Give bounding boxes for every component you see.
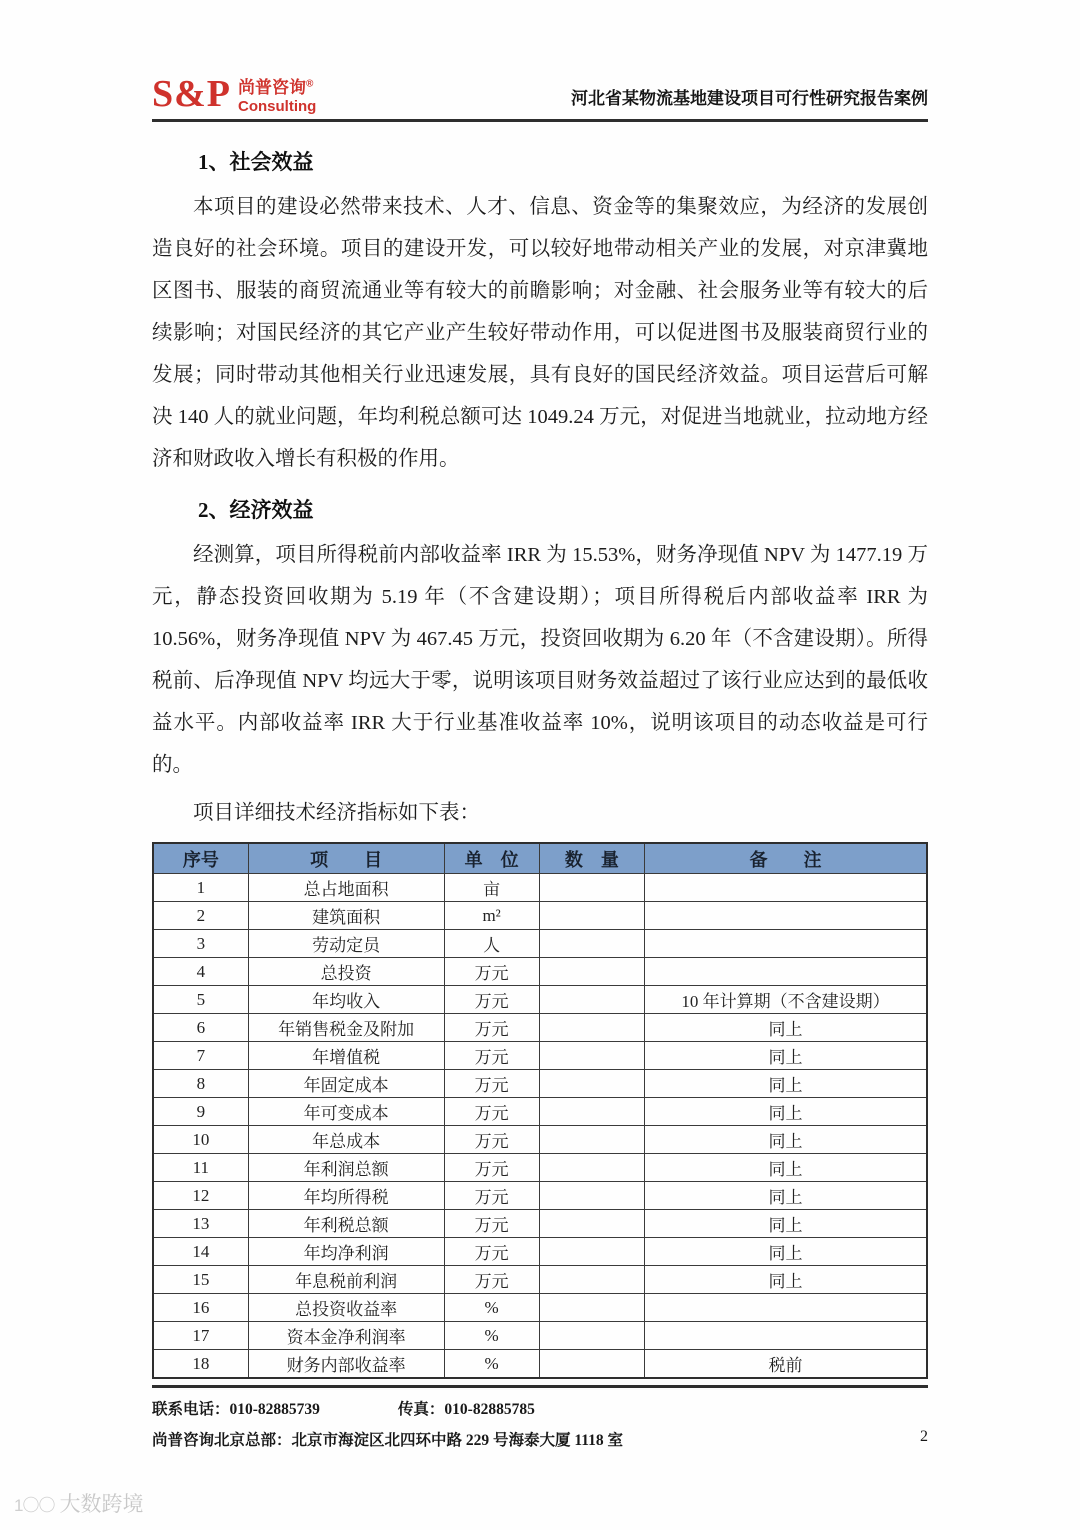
cell-unit: 人 bbox=[444, 930, 539, 958]
cell-item: 年均收入 bbox=[248, 986, 444, 1014]
table-row bbox=[153, 1070, 927, 1098]
cell-item: 年固定成本 bbox=[248, 1070, 444, 1098]
cell-item: 财务内部收益率 bbox=[248, 1350, 444, 1379]
cell-qty bbox=[539, 1182, 644, 1210]
cell-qty bbox=[539, 1266, 644, 1294]
cell-item: 年增值税 bbox=[248, 1042, 444, 1070]
cell-no: 2 bbox=[153, 902, 248, 930]
section2-paragraph: 经测算，项目所得税前内部收益率 IRR 为 15.53%，财务净现值 NPV 为 1477.19 万元，静态投资回收期为 5.19 年（不含建设期）；项目所得税后内部收益率 IRR 为 10.56%，财务净现值 NPV 为 467.45 万元，投资回收期为 6.20 年（不含建设期）。所得税前、后净现值 NPV 均远大于零，说明该项目财务效益超过了该行业应达到的最低收益水平。内部收益率 IRR 大于行业基准收益率 10%，说明该项目的动态收益是可行的。 bbox=[152, 543, 928, 776]
cell-no: 11 bbox=[153, 1154, 248, 1182]
table-row bbox=[153, 1154, 927, 1182]
cell-unit: 万元 bbox=[444, 958, 539, 986]
logo-brand-cn bbox=[238, 78, 316, 98]
dashu-logo-icon: 1〇〇 bbox=[14, 1495, 55, 1515]
footer-divider bbox=[152, 1385, 928, 1388]
cell-item: 年均所得税 bbox=[248, 1182, 444, 1210]
table-row bbox=[153, 1238, 927, 1266]
cell-qty bbox=[539, 1042, 644, 1070]
cell-note bbox=[644, 958, 927, 986]
cell-qty bbox=[539, 1350, 644, 1379]
indicator-table bbox=[152, 842, 928, 1380]
cell-item: 建筑面积 bbox=[248, 902, 444, 930]
cell-qty bbox=[539, 902, 644, 930]
table-row bbox=[153, 874, 927, 902]
sp-consulting-logo bbox=[152, 73, 317, 115]
cell-note: 10 年计算期（不含建设期） bbox=[644, 986, 927, 1014]
cell-note: 同上 bbox=[644, 1126, 927, 1154]
cell-note: 同上 bbox=[644, 1154, 927, 1182]
cell-unit: 万元 bbox=[444, 1182, 539, 1210]
cell-note bbox=[644, 1294, 927, 1322]
cell-qty bbox=[539, 1322, 644, 1350]
cell-item: 年销售税金及附加 bbox=[248, 1014, 444, 1042]
cell-no: 12 bbox=[153, 1182, 248, 1210]
cell-no: 14 bbox=[153, 1238, 248, 1266]
section1-paragraph: 本项目的建设必然带来技术、人才、信息、资金等的集聚效应，为经济的发展创造良好的社会环境。项目的建设开发，可以较好地带动相关产业的发展，对京津冀地区图书、服装的商贸流通业等有较大的前瞻影响；对金融、社会服务业等有较大的后续影响；对国民经济的其它产业产生较好带动作用，可以促进图书及服装商贸行业的发展；同时带动其他相关行业迅速发展，具有良好的国民经济效益。项目运营后可解决 140 人的就业问题，年均利税总额可达 1049.24 万元，对促进当地就业，拉动地方经济和财政收入增长有积极的作用。 bbox=[152, 195, 928, 470]
cell-qty bbox=[539, 1210, 644, 1238]
cell-unit: 万元 bbox=[444, 1154, 539, 1182]
cell-unit: 万元 bbox=[444, 1042, 539, 1070]
cell-no: 10 bbox=[153, 1126, 248, 1154]
cell-qty bbox=[539, 874, 644, 902]
cell-item: 年均净利润 bbox=[248, 1238, 444, 1266]
cell-item: 总占地面积 bbox=[248, 874, 444, 902]
cell-qty bbox=[539, 1014, 644, 1042]
section2-heading: 2、经济效益 bbox=[198, 497, 314, 522]
logo-brand-en: Consulting bbox=[238, 97, 317, 115]
cell-unit: 万元 bbox=[444, 1266, 539, 1294]
footer-phone: 联系电话：010-82885739 bbox=[152, 1401, 320, 1418]
table-intro: 项目详细技术经济指标如下表： bbox=[193, 801, 480, 824]
cell-qty bbox=[539, 1070, 644, 1098]
table-row bbox=[153, 1182, 927, 1210]
cell-no: 5 bbox=[153, 986, 248, 1014]
cell-no: 13 bbox=[153, 1210, 248, 1238]
document-body bbox=[0, 122, 1080, 1380]
cell-note: 同上 bbox=[644, 1098, 927, 1126]
cell-no: 6 bbox=[153, 1014, 248, 1042]
cell-note bbox=[644, 930, 927, 958]
watermark-text: 大数跨境 bbox=[59, 1493, 144, 1516]
cell-unit: 万元 bbox=[444, 1238, 539, 1266]
table-row bbox=[153, 930, 927, 958]
page-header bbox=[0, 0, 1080, 119]
table-row bbox=[153, 1322, 927, 1350]
header-doc-title: 河北省某物流基地建设项目可行性研究报告案例 bbox=[571, 88, 928, 108]
cell-note bbox=[644, 902, 927, 930]
cell-no: 7 bbox=[153, 1042, 248, 1070]
cell-item: 年利润总额 bbox=[248, 1154, 444, 1182]
col-header-unit: 单 位 bbox=[444, 843, 539, 874]
cell-qty bbox=[539, 930, 644, 958]
cell-item: 总投资 bbox=[248, 958, 444, 986]
cell-unit: 万元 bbox=[444, 986, 539, 1014]
table-row bbox=[153, 1126, 927, 1154]
table-row bbox=[153, 1266, 927, 1294]
cell-no: 17 bbox=[153, 1322, 248, 1350]
table-row bbox=[153, 1350, 927, 1379]
cell-no: 4 bbox=[153, 958, 248, 986]
cell-qty bbox=[539, 1126, 644, 1154]
cell-unit: m² bbox=[444, 902, 539, 930]
cell-qty bbox=[539, 986, 644, 1014]
cell-unit: 万元 bbox=[444, 1210, 539, 1238]
cell-note: 同上 bbox=[644, 1210, 927, 1238]
footer-fax: 传真：010-82885785 bbox=[397, 1401, 535, 1418]
cell-note: 同上 bbox=[644, 1014, 927, 1042]
logo-brand-block bbox=[238, 76, 316, 115]
col-header-no: 序号 bbox=[153, 843, 248, 874]
cell-unit: 万元 bbox=[444, 1014, 539, 1042]
registered-mark: ® bbox=[306, 78, 314, 90]
cell-unit: 万元 bbox=[444, 1098, 539, 1126]
footer-contact-line bbox=[152, 1397, 928, 1419]
indicator-table-body bbox=[153, 874, 927, 1379]
cell-no: 16 bbox=[153, 1294, 248, 1322]
page-footer bbox=[152, 1385, 928, 1450]
cell-qty bbox=[539, 1154, 644, 1182]
logo-brand-cn-text: 尚普咨询 bbox=[238, 78, 306, 97]
table-row bbox=[153, 902, 927, 930]
cell-note: 同上 bbox=[644, 1238, 927, 1266]
cell-no: 8 bbox=[153, 1070, 248, 1098]
cell-qty bbox=[539, 1098, 644, 1126]
table-row bbox=[153, 1210, 927, 1238]
cell-no: 3 bbox=[153, 930, 248, 958]
cell-qty bbox=[539, 1238, 644, 1266]
cell-qty bbox=[539, 1294, 644, 1322]
cell-no: 1 bbox=[153, 874, 248, 902]
cell-note: 税前 bbox=[644, 1350, 927, 1379]
cell-no: 9 bbox=[153, 1098, 248, 1126]
cell-item: 劳动定员 bbox=[248, 930, 444, 958]
cell-unit: 万元 bbox=[444, 1070, 539, 1098]
table-row bbox=[153, 1098, 927, 1126]
cell-no: 15 bbox=[153, 1266, 248, 1294]
col-header-item: 项 目 bbox=[248, 843, 444, 874]
indicator-table-header bbox=[153, 843, 927, 874]
col-header-qty: 数 量 bbox=[539, 843, 644, 874]
table-row bbox=[153, 1294, 927, 1322]
table-row bbox=[153, 1014, 927, 1042]
cell-note: 同上 bbox=[644, 1070, 927, 1098]
cell-unit: % bbox=[444, 1322, 539, 1350]
table-row bbox=[153, 986, 927, 1014]
cell-unit: 万元 bbox=[444, 1126, 539, 1154]
cell-unit: 亩 bbox=[444, 874, 539, 902]
cell-note: 同上 bbox=[644, 1266, 927, 1294]
cell-note: 同上 bbox=[644, 1042, 927, 1070]
table-row bbox=[153, 1042, 927, 1070]
cell-item: 总投资收益率 bbox=[248, 1294, 444, 1322]
cell-item: 资本金净利润率 bbox=[248, 1322, 444, 1350]
cell-unit: % bbox=[444, 1350, 539, 1379]
cell-no: 18 bbox=[153, 1350, 248, 1379]
cell-item: 年利税总额 bbox=[248, 1210, 444, 1238]
cell-item: 年息税前利润 bbox=[248, 1266, 444, 1294]
footer-address: 尚普咨询北京总部：北京市海淀区北四环中路 229 号海泰大厦 1118 室 bbox=[152, 1432, 624, 1449]
cell-note: 同上 bbox=[644, 1182, 927, 1210]
logo-sp-text: S&P bbox=[152, 73, 231, 115]
cell-qty bbox=[539, 958, 644, 986]
section1-heading: 1、社会效益 bbox=[198, 149, 314, 174]
col-header-note: 备 注 bbox=[644, 843, 927, 874]
cell-item: 年总成本 bbox=[248, 1126, 444, 1154]
table-header-row bbox=[153, 843, 927, 874]
page-number: 2 bbox=[920, 1428, 928, 1445]
cell-unit: % bbox=[444, 1294, 539, 1322]
table-row bbox=[153, 958, 927, 986]
cell-item: 年可变成本 bbox=[248, 1098, 444, 1126]
footer-address-line bbox=[152, 1428, 928, 1450]
cell-note bbox=[644, 874, 927, 902]
watermark bbox=[14, 1488, 143, 1518]
cell-note bbox=[644, 1322, 927, 1350]
